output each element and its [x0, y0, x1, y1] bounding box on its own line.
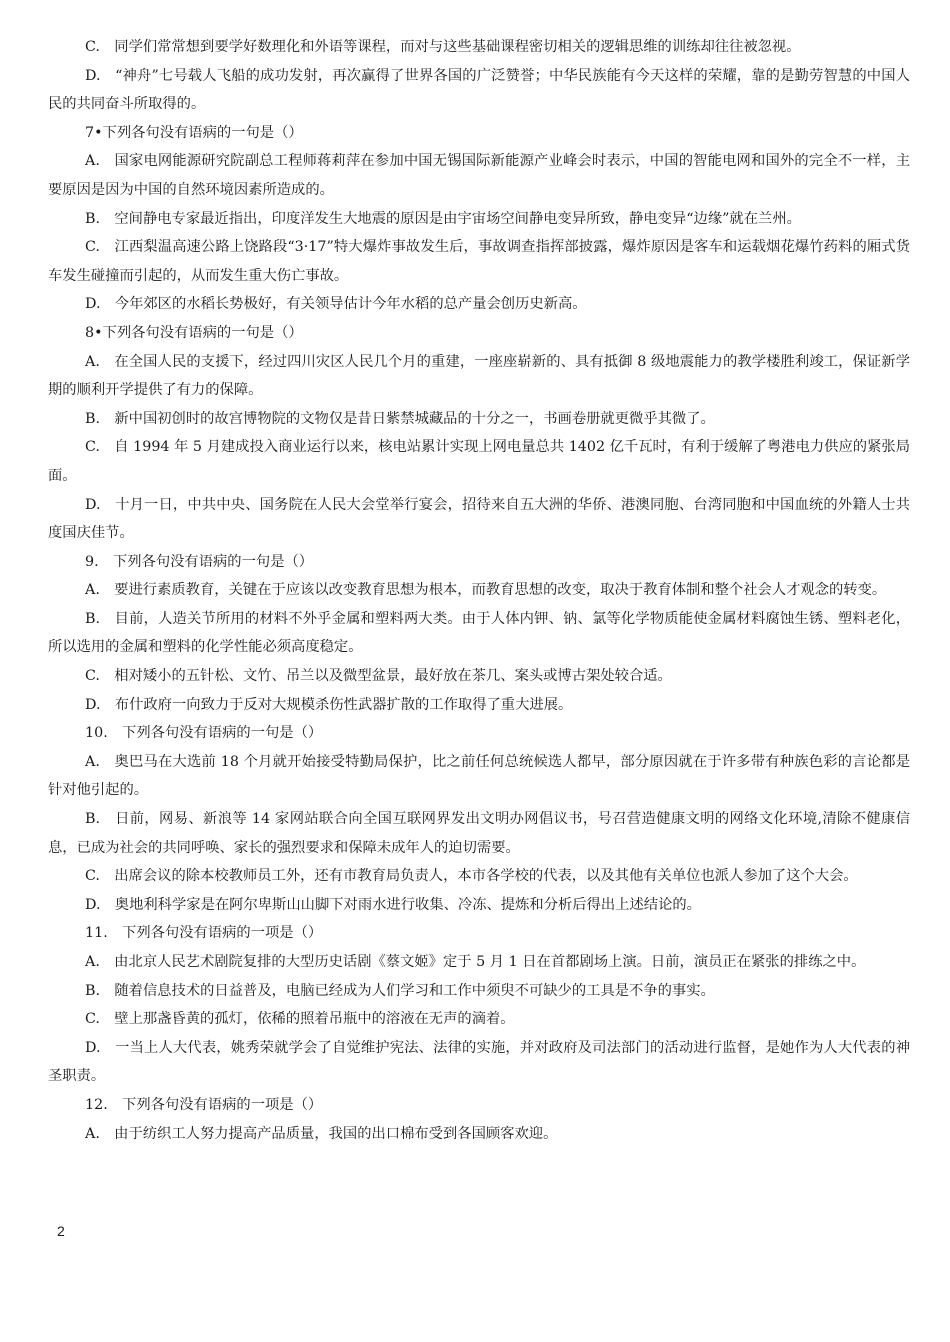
question-9-stem: 9. 下列各句没有语病的一句是（） — [85, 553, 314, 570]
question-10-stem: 10. 下列各句没有语病的一句是（） — [85, 725, 323, 742]
question-7-stem: 7•下列各句没有语病的一句是（） — [85, 124, 303, 141]
question-11-option-a: A. 由北京人民艺术剧院复排的大型历史话剧《蔡文姬》定于 5 月 1 日在首都剧场上演。日前，演员正在紧张的排练之中。 — [85, 954, 866, 970]
question-8-option-b: B. 新中国初创时的故宫博物院的文物仅是昔日紫禁城藏品的十分之一，书画卷册就更微乎其微了。 — [85, 410, 715, 427]
document-body — [48, 33, 910, 1148]
question-9-option-c: C. 相对矮小的五针松、文竹、吊兰以及微型盆景，最好放在茶几、案头或博古架处较合适。 — [85, 668, 672, 685]
question-11-option-b: B. 随着信息技术的日益普及，电脑已经成为人们学习和工作中须臾不可缺少的工具是不争的事实。 — [85, 982, 715, 999]
question-7-option-c: C. 江西梨温高速公路上饶路段“3·17”特大爆炸事故发生后，事故调查指挥部披露，爆炸原因是客车和运载烟花爆竹药料的厢式货车发生碰撞而引起的，从而发生重大伤亡事故。 — [48, 239, 910, 284]
question-11-option-d: D. 一当上人大代表，姚秀荣就学会了自觉维护宪法、法律的实施，并对政府及司法部门的活动进行监督，是她作为人大代表的神圣职责。 — [48, 1039, 910, 1085]
question-10-option-a: A. 奥巴马在大选前 18 个月就开始接受特勤局保护，比之前任何总统候选人都早，部分原因就在于许多带有种族色彩的言论都是针对他引起的。 — [48, 753, 910, 799]
question-12-stem: 12. 下列各句没有语病的一项是（） — [85, 1096, 323, 1113]
question-8-option-c: C. 自 1994 年 5 月建成投入商业运行以来，核电站累计实现上网电量总共 1402 亿千瓦时，有利于缓解了粤港电力供应的紧张局面。 — [48, 439, 910, 484]
question-8-option-a: A. 在全国人民的支援下，经过四川灾区人民几个月的重建，一座座崭新的、具有抵御 8 级地震能力的教学楼胜利竣工，保证新学期的顺利开学提供了有力的保障。 — [48, 353, 910, 399]
question-9-option-a: A. 要进行素质教育，关键在于应该以改变教育思想为根本，而教育思想的改变，取决于教育体制和整个社会人才观念的转变。 — [85, 582, 887, 599]
question-11-stem: 11. 下列各句没有语病的一项是（） — [85, 925, 323, 942]
question-12-option-a: A. 由于纺织工人努力提高产品质量，我国的出口棉布受到各国顾客欢迎。 — [85, 1125, 558, 1142]
question-10-option-b: B. 日前，网易、新浪等 14 家网站联合向全国互联网界发出文明办网倡议书，号召营造健康文明的网络文化环境,清除不健康信息，已成为社会的共同呼唤、家长的强烈要求和保障未成年人的迫切需要。 — [48, 811, 910, 856]
question-7-option-d: D. 今年郊区的水稻长势极好，有关领导估计今年水稻的总产量会创历史新高。 — [85, 296, 587, 313]
question-7-option-a: A. 国家电网能源研究院副总工程师蒋莉萍在参加中国无锡国际新能源产业峰会时表示，中国的智能电网和国外的完全不一样，主要原因是因为中国的自然环境因素所造成的。 — [48, 153, 910, 198]
paragraph-6d: D. “神舟”七号载人飞船的成功发射，再次赢得了世界各国的广泛赞誉；中华民族能有今天这样的荣耀，靠的是勤劳智慧的中国人民的共同奋斗所取得的。 — [48, 67, 910, 113]
paragraph-6c: C. 同学们常常想到要学好数理化和外语等课程，而对与这些基础课程密切相关的逻辑思维的训练却往往被忽视。 — [85, 39, 801, 55]
question-8-stem: 8•下列各句没有语病的一句是（） — [85, 324, 303, 341]
question-11-option-c: C. 壁上那盏昏黄的孤灯，依稀的照着吊瓶中的溶液在无声的滴着。 — [85, 1011, 515, 1028]
question-8-option-d: D. 十月一日，中共中央、国务院在人民大会堂举行宴会，招待来自五大洲的华侨、港澳同胞、台湾同胞和中国血统的外籍人士共度国庆佳节。 — [48, 496, 910, 542]
question-7-option-b: B. 空间静电专家最近指出，印度洋发生大地震的原因是由宇宙场空间静电变异所致，静电变异“边缘”就在兰州。 — [85, 210, 801, 227]
question-10-option-d: D. 奥地利科学家是在阿尔卑斯山山脚下对雨水进行收集、冷冻、提炼和分析后得出上述结论的。 — [85, 896, 701, 913]
question-9-option-b: B. 目前，人造关节所用的材料不外乎金属和塑料两大类。由于人体内钾、钠、氯等化学物质能使金属材料腐蚀生锈、塑料老化，所以选用的金属和塑料的化学性能必须高度稳定。 — [48, 610, 910, 656]
page-number: 2 — [57, 1223, 65, 1239]
question-10-option-c: C. 出席会议的除本校教师员工外，还有市教育局负责人，本市各学校的代表，以及其他有关单位也派人参加了这个大会。 — [85, 868, 858, 885]
question-9-option-d: D. 布什政府一向致力于反对大规模杀伤性武器扩散的工作取得了重大进展。 — [85, 696, 573, 713]
